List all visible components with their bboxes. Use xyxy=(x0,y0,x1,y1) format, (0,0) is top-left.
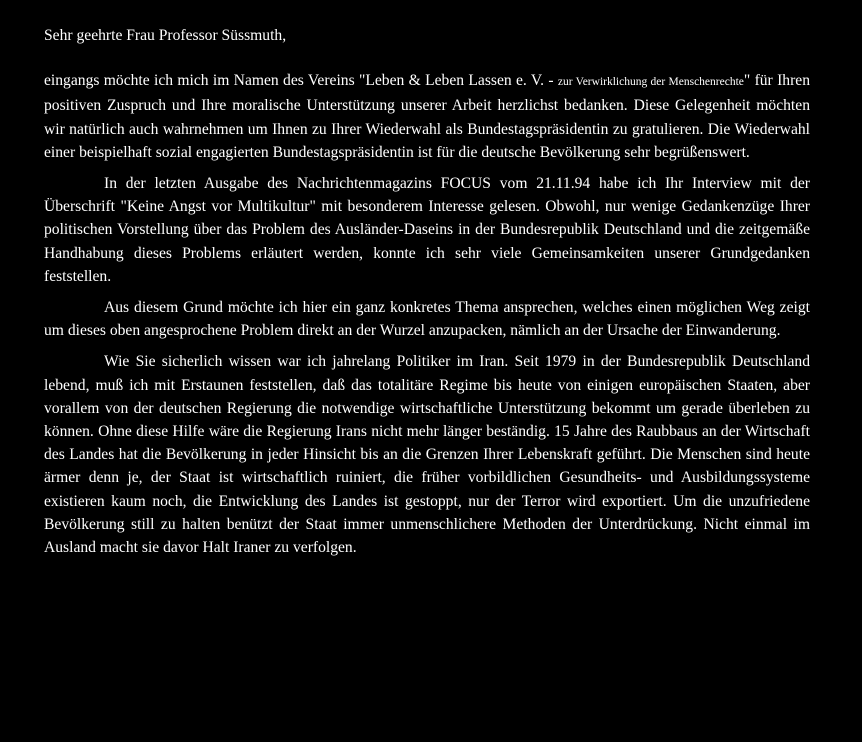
salutation: Sehr geehrte Frau Professor Süssmuth, xyxy=(44,27,287,44)
organization-subtitle: zur Verwirklichung der Menschenrechte xyxy=(557,76,744,89)
paragraph-1-text-start: eingangs möchte ich mich im Namen des Vereins "Leben & Leben Lassen e. V. - xyxy=(44,72,558,90)
paragraph-2: In der letzten Ausgabe des Nachrichtenmagazins FOCUS vom 21.11.94 habe ich Ihr Interview mit der Überschrift "Keine Angst vor Multikultur" mit besonderem Interesse gelesen. Obwohl, nur wenige Gedankenzüge Ihrer politischen Vorstellung über das Problem des Ausländer-Daseins in der Bundesrepublik Deutschland und die zeitgemäße Handhabung dieses Problems erläutert werden, konnte ich sehr viele Gemeinsamkeiten unserer Grundgedanken feststellen. xyxy=(44,175,810,285)
letter-page xyxy=(44,24,810,567)
paragraph-1 xyxy=(44,69,810,164)
paragraph-3: Aus diesem Grund möchte ich hier ein ganz konkretes Thema ansprechen, welches einen möglichen Weg zeigt um dieses oben angesprochene Problem direkt an der Wurzel anzupacken, nämlich an der Ursache der Einwanderung. xyxy=(44,299,810,340)
paragraph-4: Wie Sie sicherlich wissen war ich jahrelang Politiker im Iran. Seit 1979 in der Bundesrepublik Deutschland lebend, muß ich mit Erstaunen feststellen, daß das totalitäre Regime bis heute von einigen europäischen Staaten, aber vorallem von der deutschen Regierung die notwendige wirtschaftliche Unterstützung bekommt um gerade überleben zu können. Ohne diese Hilfe wäre die Regierung Irans nicht mehr länger beständig. 15 Jahre des Raubbaus an der Wirtschaft des Landes hat die Bevölkerung in jeder Hinsicht bis an die Grenzen Ihrer Lebenskraft geführt. Die Menschen sind heute ärmer denn je, der Staat ist wirtschaftlich ruiniert, die früher vorbildlichen Gesundheits- und Ausbildungssysteme existieren kaum noch, die Entwicklung des Landes ist gestoppt, nur der Terror wird exportiert. Um die unzufriedene Bevölkerung still zu halten benützt der Staat immer unmenschlichere Methoden der Unterdrückung. Nicht einmal im Ausland macht sie davor Halt Iraner zu verfolgen. xyxy=(44,353,810,557)
paragraph-1-text-end: " für Ihren positiven Zuspruch und Ihre moralische Unterstützung unserer Arbeit herzlichst bedanken. Diese Gelegenheit möchten wir natürlich auch wahrnehmen um Ihnen zu Ihrer Wiederwahl als Bundestagspräsidentin zu gratulieren. Die Wiederwahl einer beispielhaft sozial engagierten Bundestagspräsidentin ist für die deutsche Bevölkerung sehr begrüßenswert. xyxy=(44,72,810,161)
